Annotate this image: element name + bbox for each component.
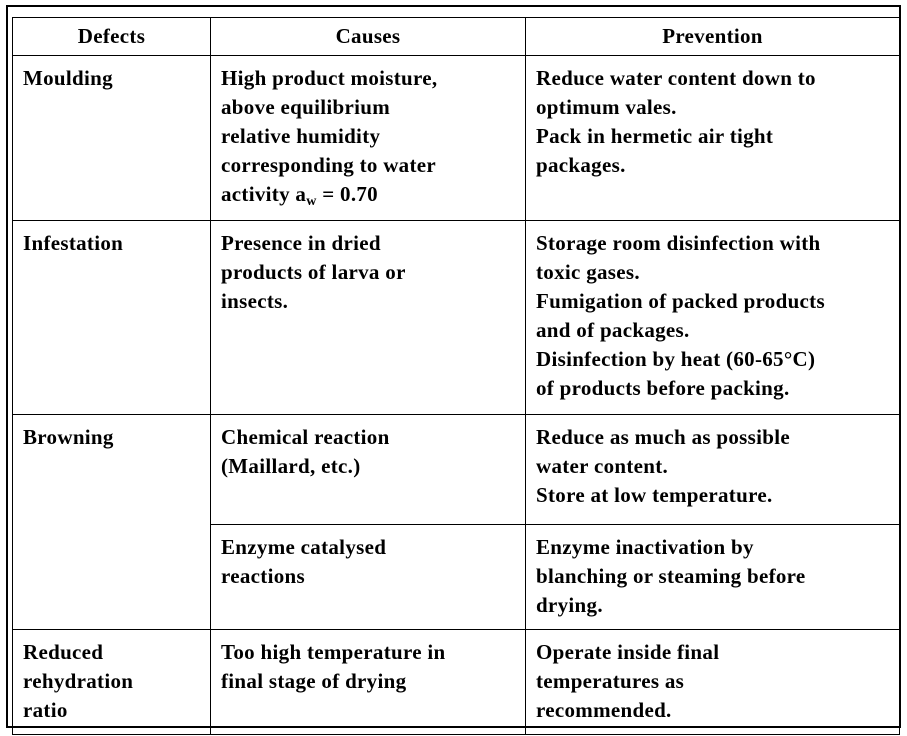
cause-main-text: High product moisture, above equilibrium relative humidity corresponding to water activity a xyxy=(221,66,438,206)
prevention-cell xyxy=(526,56,900,221)
prevention-cell xyxy=(526,221,900,415)
table-row xyxy=(13,221,900,415)
cause-text xyxy=(211,56,525,220)
defect-cell xyxy=(13,221,211,415)
prevention-text: Reduce water content down to optimum vales. Pack in hermetic air tight packages. xyxy=(536,66,816,177)
table-row xyxy=(13,415,900,525)
header-defects: Defects xyxy=(13,18,211,56)
cause-cell xyxy=(211,630,526,735)
defect-text: Moulding xyxy=(23,66,113,90)
defect-cell xyxy=(13,630,211,735)
prevention-text: Enzyme inactivation by blanching or steaming before drying. xyxy=(536,535,806,617)
table-row xyxy=(13,630,900,735)
defect-cell xyxy=(13,56,211,221)
subscript-w: w xyxy=(306,194,317,209)
cause-cell xyxy=(211,221,526,415)
defect-text: Reduced rehydration ratio xyxy=(23,640,134,722)
prevention-text: Operate inside final temperatures as recommended. xyxy=(536,640,720,722)
cause-cell xyxy=(211,525,526,630)
cause-text: Enzyme catalysed reactions xyxy=(221,535,387,588)
cause-text: Too high temperature in final stage of drying xyxy=(221,640,446,693)
defect-text: Infestation xyxy=(23,231,124,255)
prevention-cell xyxy=(526,630,900,735)
defects-table xyxy=(12,17,900,735)
prevention-text: Reduce as much as possible water content. Store at low temperature. xyxy=(536,425,790,507)
cause-text: Presence in dried products of larva or insects. xyxy=(221,231,406,313)
prevention-text: Storage room disinfection with toxic gases. Fumigation of packed products and of packages. Disinfection by heat (60-65°C) of products before packing. xyxy=(536,231,825,400)
cause-cell xyxy=(211,415,526,525)
table-row xyxy=(13,56,900,221)
prevention-cell xyxy=(526,525,900,630)
prevention-cell xyxy=(526,415,900,525)
header-causes: Causes xyxy=(211,18,526,56)
cause-text: Chemical reaction (Maillard, etc.) xyxy=(221,425,390,478)
defect-cell xyxy=(13,415,211,630)
table-header-row xyxy=(13,18,900,56)
defect-text: Browning xyxy=(23,425,114,449)
cause-cell xyxy=(211,56,526,221)
cause-tail-text: = 0.70 xyxy=(316,182,378,206)
header-prevention: Prevention xyxy=(526,18,900,56)
